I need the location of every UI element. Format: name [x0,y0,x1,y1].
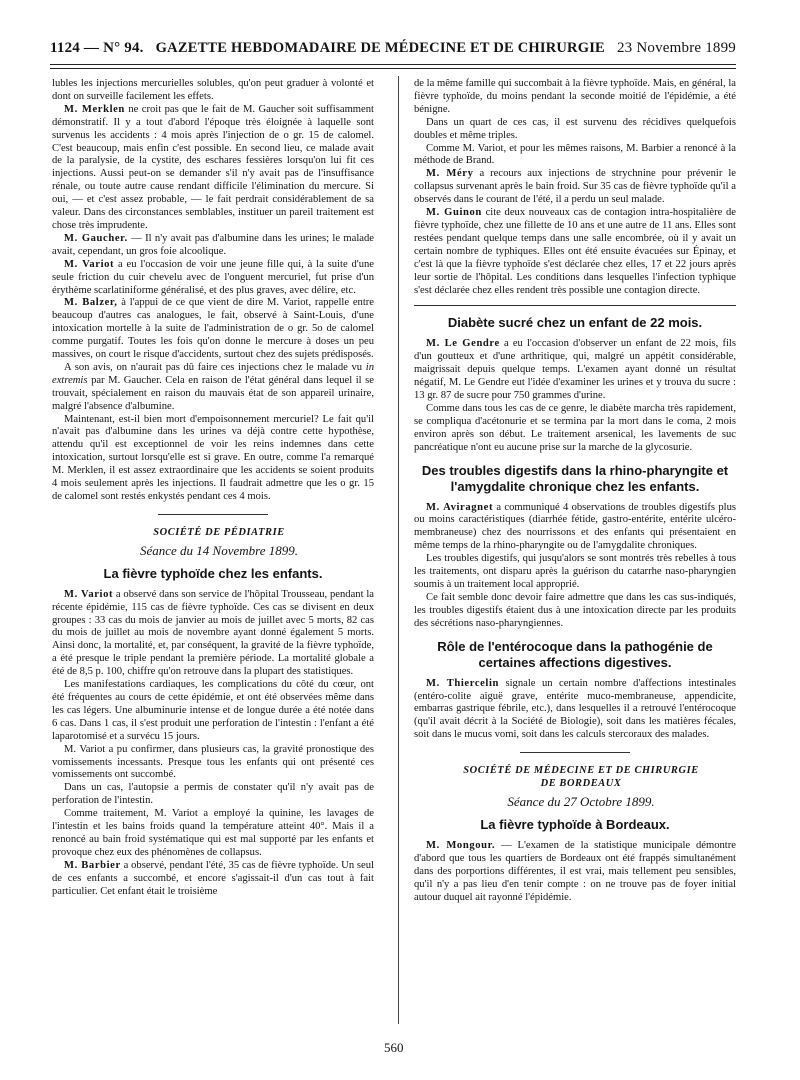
speaker-name: M. Merklen [64,103,125,115]
paragraph [52,589,374,679]
society-heading: SOCIÉTÉ DE PÉDIATRIE [153,526,285,538]
speaker-name: M. Guinon [426,207,482,219]
paragraph: Comme dans tous les cas de ce genre, le diabète marcha très rapidement, se compliqua d'acétonurie et se termina par la mort dans le coma, 2 mois environ après son début. Le traitement arsenical, les lavements de suc pancréatique n'ont eu aucune prise sur la marche de la glycosurie. [414,402,736,453]
running-header [50,40,736,62]
paragraph: Les manifestations cardiaques, les complications du côté du cœur, ont été fréquentes au cours de cette épidémie, et ont été observées même dans les cas légers. Une albuminurie intense et de longue durée a été notée dans 6 cas. Dans 1 cas, il s'est produit une perforation de l'intestin : l'enfant a été laparotomisé et a survécu 15 jours. [52,679,374,742]
paragraph [52,362,374,414]
paragraph-text: a eu l'occasion d'observer un enfant de 22 mois, fils d'un goutteux et d'une arthritique, qui, malgré un appétit considérable, maigrissait depuis quelque temps. L'examen ayant donné un résultat négatif, M. Le Gendre eut l'idée d'examiner les urines et y trouva du sucre : 13 gr. 87 de sucre pour 750 grammes d'urine. [414,338,736,402]
paragraph-text: a observé, pendant l'été, 35 cas de fièvre typhoïde. Un seul de ces enfants a succombé, et encore s'agissait-il d'un cas tout à fait particulier. Cet enfant était le troisième [52,859,374,897]
paragraph-text: a observé dans son service de l'hôpital Trousseau, pendant la récente épidémie, 115 cas de fièvre typhoïde. Ces cas se divisent en deux groupes : 33 cas du mois de janvier au mois de juillet avec 5 morts, 82 cas du mois de juillet au mois de novembre ayant donné également 5 morts. Ainsi donc, la mortalité, et, par conséquent, la gravité de la fièvre typhoïde, a été presque le triple pendant la première période. La mortalité globale a été de 8,5 p. 100, chiffre qu'on retrouve dans la plupart des statistiques. [52,588,374,678]
paragraph [414,840,736,905]
paragraph [52,104,374,233]
paragraph-text: a recours aux injections de strychnine pour prévenir le collapsus survenant après le bain froid. Sur 35 cas de fièvre typhoïde qu'il a observés dans le courant de l'été, il a perdu un seul malade. [414,168,736,206]
section-rule [158,514,268,515]
paragraph-text: a eu l'occasion de voir une jeune fille qui, à la suite d'une seule friction du cuir chevelu avec de l'onguent mercuriel, fut prise d'un érythème scarlatiniforme généralisé, et des plus graves, avec délire, etc. [52,258,374,296]
paragraph-text: — Il n'y avait pas d'albumine dans les urines; le malade avait, cependant, un gros foie alcoolique. [52,232,374,257]
paragraph: M. Variot a pu confirmer, dans plusieurs cas, la gravité pronostique des vomissements incessants. Presque tous les enfants qui ont présenté ces vomissements ont succombé. [52,743,374,781]
journal-title: GAZETTE HEBDOMADAIRE DE MÉDECINE ET DE CHIRURGIE [155,40,605,56]
paragraph-text: signale un certain nombre d'affections intestinales (entéro-colite aiguë grave, entérite muco-membraneuse, appendicite, embarras gastrique fébrile, etc.), dans lesquelles il a retrouvé l'entérocoque (qu'il avait décrit à la Société de Biologie), soit dans les matières fécales, soit dans le mucus vomi, soit dans les calculs stercoraux des malades. [414,677,736,741]
section-title: Rôle de l'entérocoque dans la pathogénie de certaines affections digestives. [437,638,713,670]
paragraph [52,259,374,298]
issue-date: 23 Novembre 1899 [616,40,736,56]
paragraph [52,233,374,259]
paragraph-text: — L'examen de la statistique municipale démontre d'abord que tous les quartiers de Bordeaux ont été frappés simultanément dans des porportions différentes, il est vrai, mais tellement peu sensibles, qu'il n'y a pas lieu d'en tenir compte : on ne trouve pas de foyer initial autour duquel ait rayonné l'épidémie. [414,839,736,903]
speaker-name: M. Le Gendre [426,338,500,350]
section-title: Des troubles digestifs dans la rhino-pharyngite et l'amygdalite chronique chez les enfants. [421,462,729,494]
paragraph: Dans un cas, l'autopsie a permis de constater qu'il n'y avait pas de perforation de l'intestin. [52,782,374,807]
paragraph: Comme traitement, M. Variot a employé la quinine, les lavages de l'intestin et les bains froids quand la température atteint 40°. Mais il a renoncé au bain froid systématique qui est mal supporté par les enfants et provoque chez eux des phénomènes de collapsus. [52,808,374,858]
header-rule-secondary [50,68,736,69]
speaker-name: M. Gaucher. [64,232,128,244]
column-divider [398,76,399,1024]
speaker-name: M. Aviragnet [426,501,494,513]
section-title: La fièvre typhoïde chez les enfants. [103,565,323,581]
section-title: Diabète sucré chez un enfant de 22 mois. [447,315,703,331]
section-rule [414,305,736,306]
paragraph [414,207,736,297]
left-column [52,78,374,898]
paragraph-text: par M. Gaucher. Cela en raison de l'état général dans lequel il se trouvait, spécialement en raison du mauvais état de son appareil urinaire, malgré l'absence d'albumine. [52,374,374,412]
paragraph: Ce fait semble donc devoir faire admettre que dans les cas sus-indiqués, les troubles digestifs étaient dus à une intoxication directe par les produits des sécrétions naso-pharyngiennes. [414,591,736,629]
paragraph [414,678,736,743]
paragraph [52,860,374,899]
speaker-name: M. Barbier [64,859,121,871]
page-issue-number: 1124 — N° 94. [50,40,144,56]
paragraph-text: a communiqué 4 observations de troubles digestifs plus ou moins caractéristiques (diarrhée fétide, gastro-entérite, entérite ulcéro-membraneuse) chez des nourrissons et des enfants qui présentaient en même temps de la rhino-pharyngite ou de l'amygdalite chroniques. [414,501,737,552]
speaker-name: M. Thiercelin [426,677,500,689]
paragraph: Comme M. Variot, et pour les mêmes raisons, M. Barbier a renoncé à la méthode de Brand. [414,142,736,167]
right-column [414,78,736,904]
session-date: Séance du 14 Novembre 1899. [139,542,298,558]
paragraph-text: ne croit pas que le fait de M. Gaucher soit suffisamment démonstratif. Il y a tout d'abord l'époque très éloignée à laquelle sont survenus les accidents : 4 mois après l'injection de o gr. 15 de calomel. C'est beaucoup, mais enfin c'est possible. En second lieu, ce malade avait de la paralysie, de la cystite, des eschares fessières lorsqu'on lui fit ces injections. Aussi peut-on se demander s'il n'y avait pas de l'insuffisance rénale, ou toute autre cause rendant difficile l'élimination du mercure. Si oui, — et c'est assez probable, — le fait perdrait considérablement de sa valeur. Dans des circonstances semblables, instituer un pareil traitement est chose très imprudente. [52,103,374,231]
paragraph: Les troubles digestifs, qui jusqu'alors se sont montrés très rebelles à tous les traitements, ont disparu après la guérison du catarrhe naso-pharyngien soumis à un traitement local approprié. [414,553,736,590]
page-number: 560 [384,1040,404,1055]
speaker-name: M. Méry [426,168,474,180]
speaker-name: M. Variot [64,588,114,600]
speaker-name: M. Variot [64,258,115,270]
section-rule [520,752,630,753]
speaker-name: M. Balzer, [64,297,118,309]
paragraph [414,502,736,554]
paragraph: de la même famille qui succombait à la fièvre typhoïde. Mais, en général, la fièvre typhoïde, du moins pendant la seconde moitié de l'épidémie, a été bénigne. [414,78,736,115]
paragraph: lubles les injections mercurielles solubles, qu'on peut graduer à volonté et dont on surveille facilement les effets. [52,78,374,102]
society-heading: SOCIÉTÉ DE MÉDECINE ET DE CHIRURGIE [463,765,699,777]
paragraph [414,338,736,403]
italic-phrase: in extremis [52,361,374,386]
paragraph: Dans un quart de ces cas, il est survenu des récidives quelquefois doubles et même triples. [414,116,736,141]
paragraph-text: A son avis, on n'aurait pas dû faire ces injections chez le malade vu [64,361,366,373]
society-heading-city: DE BORDEAUX [540,778,622,790]
paragraph [414,168,736,207]
paragraph-text: cite deux nouveaux cas de contagion intra-hospitalière de fièvre typhoïde, chez une fillette de 10 ans et une autre de 11 ans. Elles sont restées pendant quelque temps dans une salle encombrée, où il y avait un certain nombre de typhiques. Elles ont été ensuite évacuées sur Épinay, et c'est là que la fièvre typhoïde s'est déclarée chez elles, 17 et 22 jours après leur sortie de l'hôpital. Les conditions dans lesquelles l'infection typhique s'est déclarée chez elles rendent très possible une contagion directe. [414,207,737,296]
speaker-name: M. Mongour. [426,839,496,851]
paragraph-text: à l'appui de ce que vient de dire M. Variot, rappelle entre beaucoup d'autres cas analogues, le fait, observé à Saint-Louis, d'une intoxication mortelle à la suite de l'administration de o gr. 5o de calomel comme purgatif. Toutes les fois qu'on donne le mercure à doses un peu massives, on court le risque d'accidents, surtout chez des sujets prédisposés. [52,297,374,361]
section-title: La fièvre typhoïde à Bordeaux. [480,816,670,832]
session-date: Séance du 27 Octobre 1899. [507,793,655,809]
paragraph: Maintenant, est-il bien mort d'empoisonnement mercuriel? Le fait qu'il n'avait pas d'albumine dans les urines va déjà contre cette hypothèse, attendu qu'il est exceptionnel de voir les reins indemnes dans cette intoxication, surtout lorsqu'elle est si grave. En outre, comme l'a remarqué M. Merklen, il est assez extraordinaire que les accidents se soient produits 4 mois seulement après les injections. Il faudrait admettre que les o gr. 15 de calomel sont restés enkystés pendant ces 4 mois. [52,413,374,502]
header-rule [50,64,736,65]
paragraph [52,297,374,362]
